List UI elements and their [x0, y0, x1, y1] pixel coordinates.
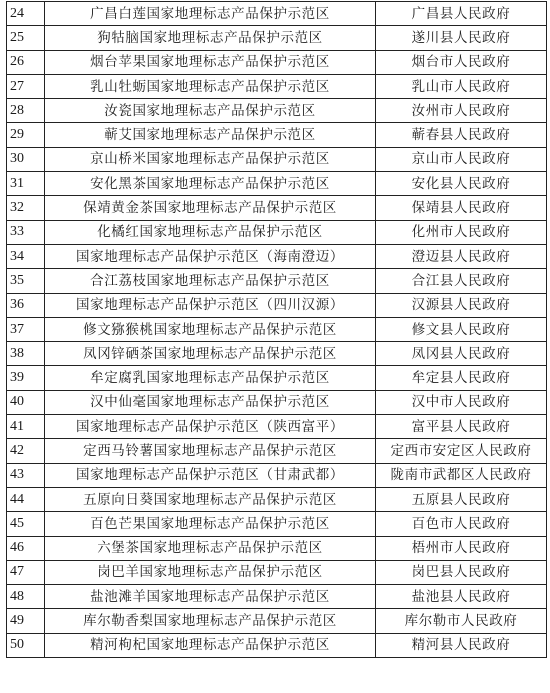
table-row [7, 633, 547, 657]
row-number-cell: 38 [7, 342, 45, 366]
zone-name-cell: 六堡茶国家地理标志产品保护示范区 [45, 536, 376, 560]
row-number-cell: 50 [7, 633, 45, 657]
government-cell: 定西市安定区人民政府 [376, 439, 547, 463]
table-row [7, 317, 547, 341]
table-row [7, 2, 547, 26]
zone-name-cell: 国家地理标志产品保护示范区（甘肃武都） [45, 463, 376, 487]
row-number-cell: 33 [7, 220, 45, 244]
government-cell: 乳山市人民政府 [376, 74, 547, 98]
government-cell: 化州市人民政府 [376, 220, 547, 244]
row-number-cell: 40 [7, 390, 45, 414]
zone-name-cell: 精河枸杞国家地理标志产品保护示范区 [45, 633, 376, 657]
table-row [7, 439, 547, 463]
row-number-cell: 31 [7, 172, 45, 196]
table-row [7, 390, 547, 414]
zone-name-cell: 狗牯脑国家地理标志产品保护示范区 [45, 26, 376, 50]
row-number-cell: 28 [7, 99, 45, 123]
zone-name-cell: 合江荔枝国家地理标志产品保护示范区 [45, 269, 376, 293]
table-row [7, 463, 547, 487]
zone-name-cell: 盐池滩羊国家地理标志产品保护示范区 [45, 585, 376, 609]
row-number-cell: 45 [7, 512, 45, 536]
zone-name-cell: 化橘红国家地理标志产品保护示范区 [45, 220, 376, 244]
zone-name-cell: 乳山牡蛎国家地理标志产品保护示范区 [45, 74, 376, 98]
zone-name-cell: 百色芒果国家地理标志产品保护示范区 [45, 512, 376, 536]
demonstration-zone-table [6, 1, 547, 658]
table-row [7, 560, 547, 584]
zone-name-cell: 定西马铃薯国家地理标志产品保护示范区 [45, 439, 376, 463]
government-cell: 五原县人民政府 [376, 487, 547, 511]
government-cell: 岗巴县人民政府 [376, 560, 547, 584]
government-cell: 安化县人民政府 [376, 172, 547, 196]
zone-name-cell: 岗巴羊国家地理标志产品保护示范区 [45, 560, 376, 584]
table-row [7, 196, 547, 220]
table-row [7, 512, 547, 536]
row-number-cell: 25 [7, 26, 45, 50]
zone-name-cell: 京山桥米国家地理标志产品保护示范区 [45, 147, 376, 171]
government-cell: 汝州市人民政府 [376, 99, 547, 123]
zone-name-cell: 广昌白莲国家地理标志产品保护示范区 [45, 2, 376, 26]
government-cell: 京山市人民政府 [376, 147, 547, 171]
row-number-cell: 37 [7, 317, 45, 341]
government-cell: 盐池县人民政府 [376, 585, 547, 609]
table-body [7, 2, 547, 658]
row-number-cell: 43 [7, 463, 45, 487]
row-number-cell: 27 [7, 74, 45, 98]
zone-name-cell: 蕲艾国家地理标志产品保护示范区 [45, 123, 376, 147]
table-row [7, 220, 547, 244]
zone-name-cell: 国家地理标志产品保护示范区（四川汉源） [45, 293, 376, 317]
row-number-cell: 48 [7, 585, 45, 609]
government-cell: 广昌县人民政府 [376, 2, 547, 26]
government-cell: 烟台市人民政府 [376, 50, 547, 74]
row-number-cell: 41 [7, 415, 45, 439]
government-cell: 蕲春县人民政府 [376, 123, 547, 147]
government-cell: 陇南市武都区人民政府 [376, 463, 547, 487]
table-row [7, 415, 547, 439]
zone-name-cell: 凤冈锌硒茶国家地理标志产品保护示范区 [45, 342, 376, 366]
table-row [7, 244, 547, 268]
government-cell: 牟定县人民政府 [376, 366, 547, 390]
table-row [7, 26, 547, 50]
row-number-cell: 44 [7, 487, 45, 511]
row-number-cell: 30 [7, 147, 45, 171]
table-row [7, 74, 547, 98]
government-cell: 精河县人民政府 [376, 633, 547, 657]
table-row [7, 147, 547, 171]
zone-name-cell: 汝瓷国家地理标志产品保护示范区 [45, 99, 376, 123]
table-row [7, 123, 547, 147]
table-row [7, 366, 547, 390]
government-cell: 汉源县人民政府 [376, 293, 547, 317]
table-row [7, 487, 547, 511]
row-number-cell: 42 [7, 439, 45, 463]
government-cell: 合江县人民政府 [376, 269, 547, 293]
zone-name-cell: 国家地理标志产品保护示范区（陕西富平） [45, 415, 376, 439]
table-row [7, 609, 547, 633]
row-number-cell: 29 [7, 123, 45, 147]
row-number-cell: 32 [7, 196, 45, 220]
government-cell: 澄迈县人民政府 [376, 244, 547, 268]
zone-name-cell: 五原向日葵国家地理标志产品保护示范区 [45, 487, 376, 511]
government-cell: 库尔勒市人民政府 [376, 609, 547, 633]
zone-name-cell: 库尔勒香梨国家地理标志产品保护示范区 [45, 609, 376, 633]
table-row [7, 99, 547, 123]
row-number-cell: 47 [7, 560, 45, 584]
government-cell: 富平县人民政府 [376, 415, 547, 439]
row-number-cell: 49 [7, 609, 45, 633]
government-cell: 梧州市人民政府 [376, 536, 547, 560]
table-row [7, 293, 547, 317]
table-row [7, 50, 547, 74]
zone-name-cell: 汉中仙毫国家地理标志产品保护示范区 [45, 390, 376, 414]
row-number-cell: 46 [7, 536, 45, 560]
zone-name-cell: 烟台苹果国家地理标志产品保护示范区 [45, 50, 376, 74]
row-number-cell: 39 [7, 366, 45, 390]
row-number-cell: 35 [7, 269, 45, 293]
table-row [7, 585, 547, 609]
table-row [7, 536, 547, 560]
row-number-cell: 26 [7, 50, 45, 74]
zone-name-cell: 牟定腐乳国家地理标志产品保护示范区 [45, 366, 376, 390]
government-cell: 汉中市人民政府 [376, 390, 547, 414]
government-cell: 保靖县人民政府 [376, 196, 547, 220]
government-cell: 修文县人民政府 [376, 317, 547, 341]
zone-name-cell: 修文猕猴桃国家地理标志产品保护示范区 [45, 317, 376, 341]
row-number-cell: 24 [7, 2, 45, 26]
table-row [7, 342, 547, 366]
row-number-cell: 34 [7, 244, 45, 268]
zone-name-cell: 安化黑茶国家地理标志产品保护示范区 [45, 172, 376, 196]
row-number-cell: 36 [7, 293, 45, 317]
government-cell: 百色市人民政府 [376, 512, 547, 536]
government-cell: 遂川县人民政府 [376, 26, 547, 50]
government-cell: 凤冈县人民政府 [376, 342, 547, 366]
table-row [7, 269, 547, 293]
zone-name-cell: 国家地理标志产品保护示范区（海南澄迈） [45, 244, 376, 268]
table-row [7, 172, 547, 196]
zone-name-cell: 保靖黄金茶国家地理标志产品保护示范区 [45, 196, 376, 220]
